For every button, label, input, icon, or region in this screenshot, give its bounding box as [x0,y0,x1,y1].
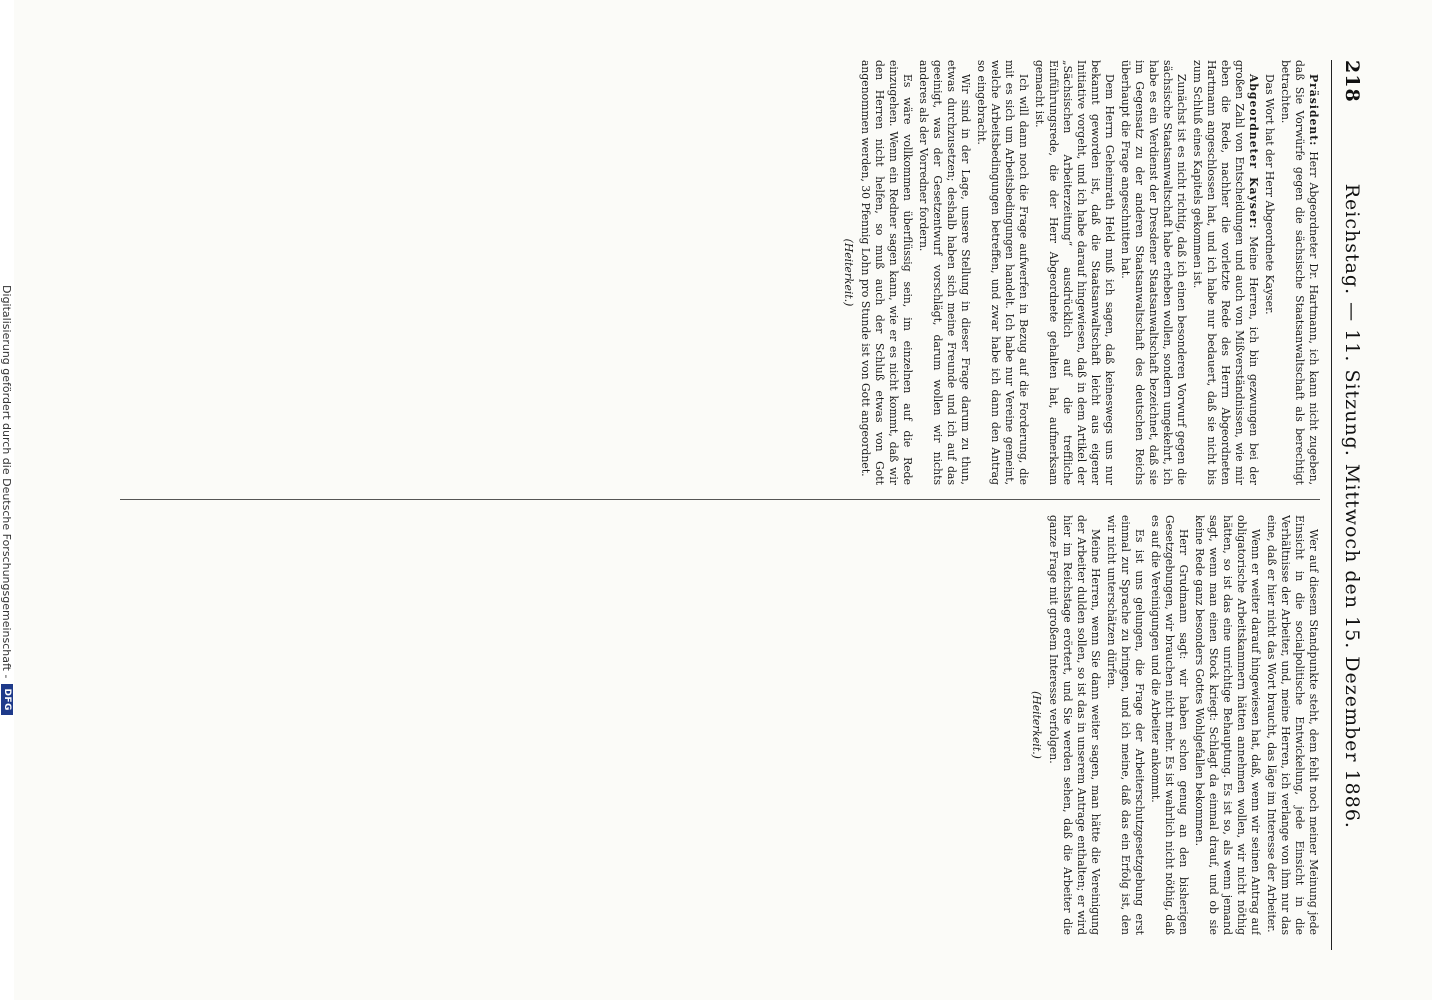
page-number: 218 [1341,60,1363,103]
right-column [120,515,1320,935]
left-column [120,60,1320,485]
paragraph: Wenn er weiter darauf hingewiesen hat, daß, wenn wir seinen Antrag auf obligatorische Arbeitskammern hätten annehmen wollen, wir nicht nöthig hätten, so ist das eine unrichtige Behauptung. Es ist so, als wenn jemand sagt, wenn man einen Stock kriegt: Schlagt da einmal drauf, und ob sie keine Rede ganz besonders Gottes Wohlgefallen bekommen. [1193,515,1262,935]
paragraph: Herr Grudmann sagt: wir haben schon genug an den bisherigen Gesetzgebungen, wir brauchen nicht mehr. Es ist wahrlich nicht nöthig, daß es auf die Vereinigungen und die Arbeiter ankommt. [1149,515,1190,935]
paragraph: Dem Herrn Geheimrath Held muß ich sagen, daß keineswegs uns nur bekannt geworden ist, daß die Staatsanwaltschaft leicht aus eigener Initiative vorgeht, und ich habe darauf hingewiesen, daß in dem Artikel der „Sächsischen Arbeiterzeitung“ ausdrücklich auf die treffliche Einführungsrede, die der Herr Abgeordnete gehalten hat, aufmerksam gemacht ist. [1033,60,1116,485]
stage-direction: (Heiterkeit.) [842,238,855,307]
paragraph: Es wäre vollkommen überflüssig sein, im einzelnen auf die Rede einzugehen. Wenn ein Redner sagen kann, wie er es nicht kommt, daß wir den Herren nicht helfen, so muß auch der Schluß etwas von Gott angenommen werden, 30 Pfennig Lohn pro Stunde ist von Gott angeordnet. [859,60,914,485]
credit-text: Digitalisierung gefördert durch die Deutsche Forschungsgemeinschaft - [0,285,14,679]
paragraph: Ich will dann noch die Frage aufwerfen in Bezug auf die Forderung, die mit es sich um Arbeitsbedingungen handelt. Ich habe nur Vereine gemeint, welche Arbeitsbedingungen betreffen, und zwar habe ich dann den Antrag so eingebracht. [975,60,1030,485]
dfg-logo: DFG [1,684,13,715]
paragraph: Zunächst ist es nicht richtig, daß ich einen besonderen Vorwurf gegen die sächsische Staatsanwaltschaft habe erheben wollen, sondern umgekehrt, ich habe es ein Verdienst der Dresdener Staatsanwaltschaft bezeichnet, daß sie im Gegensatz zu der anderen Staatsanwaltschaft des deutschen Reichs überhaupt die Frage angeschnitten hat. [1119,60,1188,485]
column-divider [120,499,1320,500]
digitization-credit [0,0,14,1000]
stage-direction: (Heiterkeit.) [1030,691,1043,759]
paragraph: Wir sind in der Lage, unsere Stellung in dieser Frage darum zu thun, etwas durchzusetzen; deshalb haben sich meine Freunde und ich auf das geeinigt, was der Gesetzentwurf vorschlägt, darum wollen wir nichts anderes als der Vorredner fordern. [917,60,972,485]
paragraph: Präsident: Herr Abgeordneter Dr. Hartmann, ich kann nicht zugeben, daß Sie Vorwürfe gegen die sächsische Staatsanwaltschaft als berechtigt betrachten. [1279,60,1320,485]
paragraph: Das Wort hat der Herr Abgeordnete Kayser. [1263,74,1276,315]
running-head: Reichstag. — 11. Sitzung. Mittwoch den 15. Dezember 1886. [1341,183,1363,829]
page-header [1331,60,1372,950]
paragraph: Es ist uns gelungen, die Frage der Arbeiterschutzgesetzgebung erst einmal zur Sprache zu bringen, und ich meine, daß das ein Erfolg ist, den wir nicht unterschätzen dürfen. [1105,515,1146,935]
paragraph: Meine Herren, wenn Sie dann weiter sagen, man hätte die Vereinigung der Arbeiter dulden sollen, so ist das in unserem Antrage enthalten; er wird hier im Reichstage erörtert, und Sie werden sehen, daß die Arbeiter die ganze Frage mit großem Interesse verfolgen. [1047,515,1102,935]
paragraph: Wer auf diesem Standpunkte steht, dem fehlt noch meiner Meinung jede Einsicht in die socialpolitische Entwickelung, jede Einsicht in die Verhältnisse der Arbeiter, und, meine Herren, ich verlange von ihm nur das eine, daß er hier nicht das Wort braucht, das läge im Interesse der Arbeiter. [1265,515,1320,935]
paragraph: Abgeordneter Kayser: Meine Herren, ich bin gezwungen bei der großen Zahl von Entscheidungen und auch von Mißverständnissen, wie mir eben die Rede, nachher die vorletzte Rede des Herrn Abgeordneten Hartmann angeschlossen hat, und ich habe nur bedauert, daß sie nicht bis zum Schluß eines Kapitels gekommen ist. [1191,60,1260,485]
